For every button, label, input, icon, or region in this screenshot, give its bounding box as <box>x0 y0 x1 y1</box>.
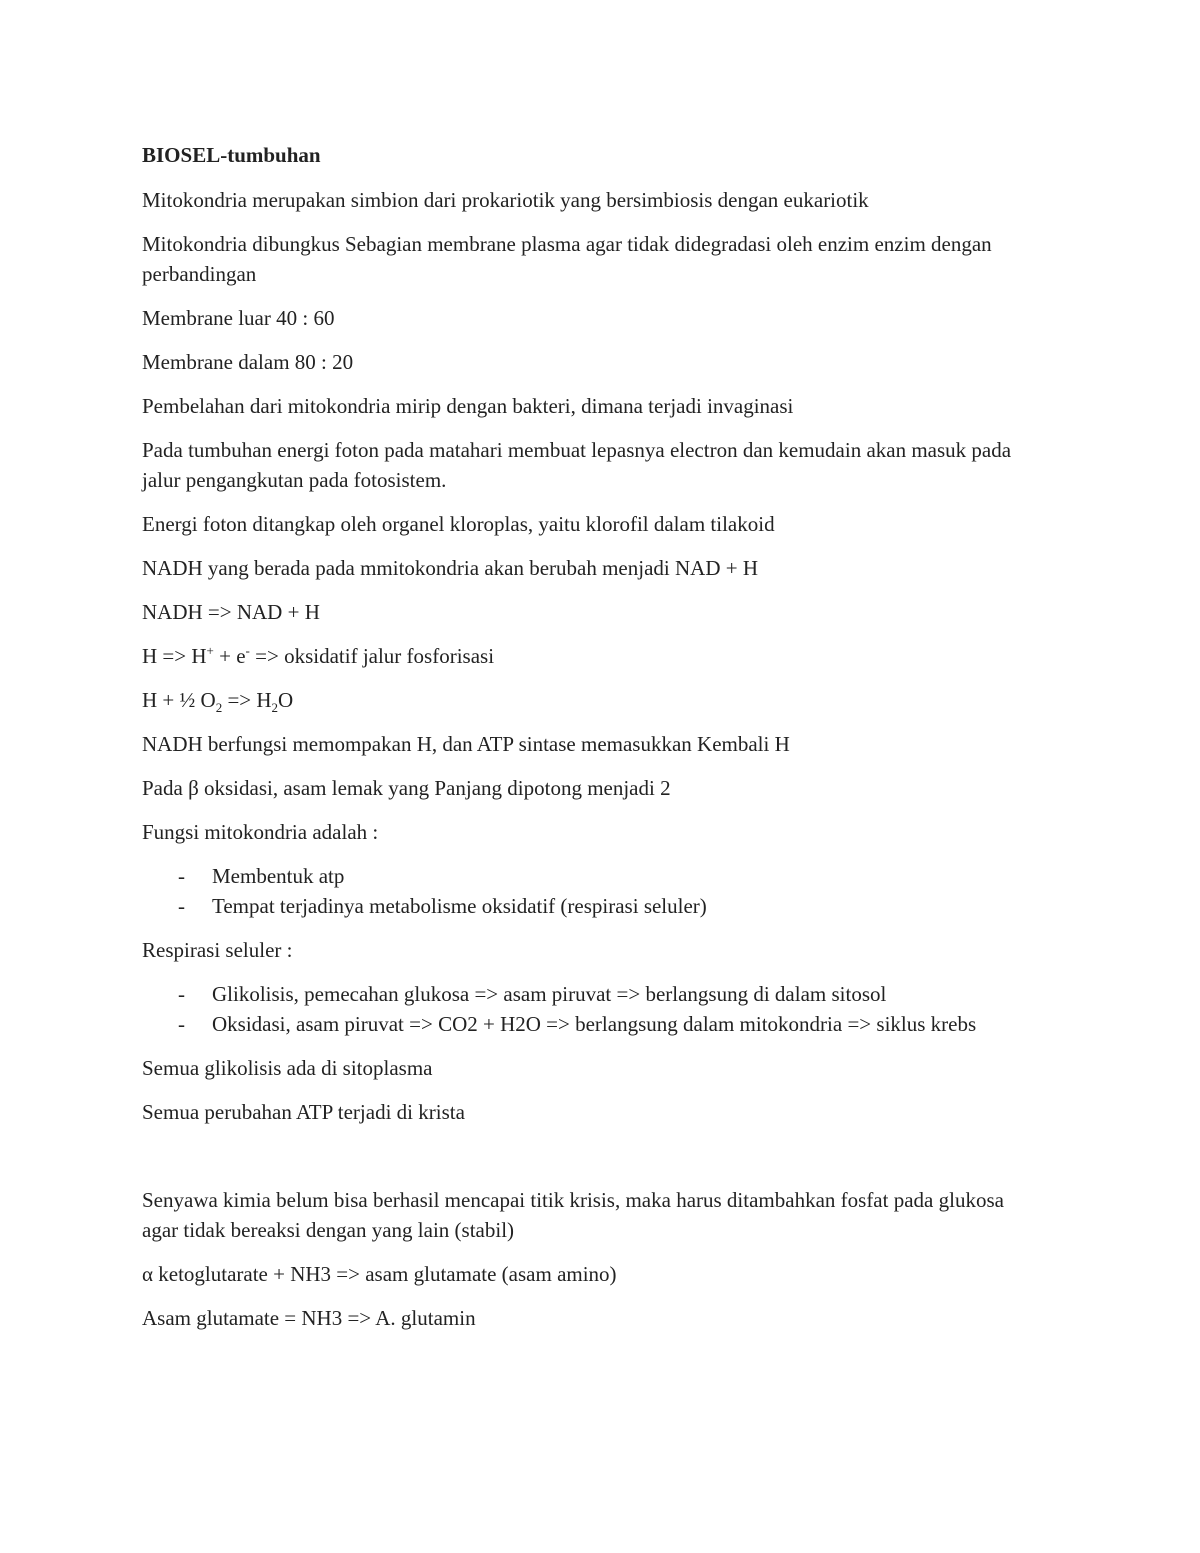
paragraph: Pembelahan dari mitokondria mirip dengan bakteri, dimana terjadi invaginasi <box>142 394 794 418</box>
paragraph: Respirasi seluler : <box>142 938 293 962</box>
paragraph: Mitokondria dibungkus Sebagian membrane plasma agar tidak didegradasi oleh enzim enzim dengan perbandingan <box>142 232 992 286</box>
list-item <box>142 891 1042 921</box>
paragraph: Fungsi mitokondria adalah : <box>142 820 379 844</box>
superscript: + <box>206 643 214 658</box>
mitochondria-function-list <box>142 861 1042 921</box>
paragraph: Semua glikolisis ada di sitoplasma <box>142 1056 433 1080</box>
list-item-text: Membentuk atp <box>212 864 345 888</box>
subscript: 2 <box>215 700 223 716</box>
dash-bullet: - <box>178 864 185 888</box>
paragraph: Mitokondria merupakan simbion dari prokariotik yang bersimbiosis dengan eukariotik <box>142 188 869 212</box>
equation-water <box>142 685 1042 715</box>
equation-text: => H <box>222 688 272 712</box>
equation-ionization <box>142 641 1042 671</box>
cellular-respiration-list <box>142 979 1042 1039</box>
list-item-text: Tempat terjadinya metabolisme oksidatif (respirasi seluler) <box>212 894 707 918</box>
equation-text: H => H <box>142 644 207 668</box>
list-item <box>142 1009 1042 1039</box>
paragraph: Energi foton ditangkap oleh organel kloroplas, yaitu klorofil dalam tilakoid <box>142 512 775 536</box>
superscript: - <box>245 643 250 658</box>
dash-bullet: - <box>178 894 185 918</box>
paragraph: Asam glutamate = NH3 => A. glutamin <box>142 1306 476 1330</box>
paragraph: Senyawa kimia belum bisa berhasil mencapai titik krisis, maka harus ditambahkan fosfat pada glukosa agar tidak bereaksi dengan yang lain (stabil) <box>142 1188 1004 1242</box>
paragraph: NADH yang berada pada mmitokondria akan berubah menjadi NAD + H <box>142 556 758 580</box>
subscript: 2 <box>271 700 279 716</box>
list-item <box>142 979 1042 1009</box>
paragraph: α ketoglutarate + NH3 => asam glutamate (asam amino) <box>142 1262 617 1286</box>
document-title: BIOSEL-tumbuhan <box>142 143 321 167</box>
paragraph: Semua perubahan ATP terjadi di krista <box>142 1100 465 1124</box>
paragraph: Membrane dalam 80 : 20 <box>142 350 354 374</box>
paragraph: NADH berfungsi memompakan H, dan ATP sintase memasukkan Kembali H <box>142 732 790 756</box>
equation-text: + e <box>213 644 246 668</box>
dash-bullet: - <box>178 982 185 1006</box>
dash-bullet: - <box>178 1012 185 1036</box>
list-item-text: Oksidasi, asam piruvat => CO2 + H2O => berlangsung dalam mitokondria => siklus krebs <box>212 1012 977 1036</box>
paragraph: NADH => NAD + H <box>142 600 320 624</box>
list-item-text: Glikolisis, pemecahan glukosa => asam piruvat => berlangsung di dalam sitosol <box>212 982 887 1006</box>
equation-text: H + ½ O <box>142 688 216 712</box>
equation-text: O <box>278 688 294 712</box>
equation-text: => oksidatif jalur fosforisasi <box>249 644 495 668</box>
paragraph: Pada tumbuhan energi foton pada matahari membuat lepasnya electron dan kemudain akan masuk pada jalur pengangkutan pada fotosistem. <box>142 438 1012 492</box>
document-body <box>142 140 1042 1347</box>
paragraph: Pada β oksidasi, asam lemak yang Panjang dipotong menjadi 2 <box>142 776 671 800</box>
paragraph: Membrane luar 40 : 60 <box>142 306 335 330</box>
list-item <box>142 861 1042 891</box>
blank-line <box>142 1141 1042 1185</box>
